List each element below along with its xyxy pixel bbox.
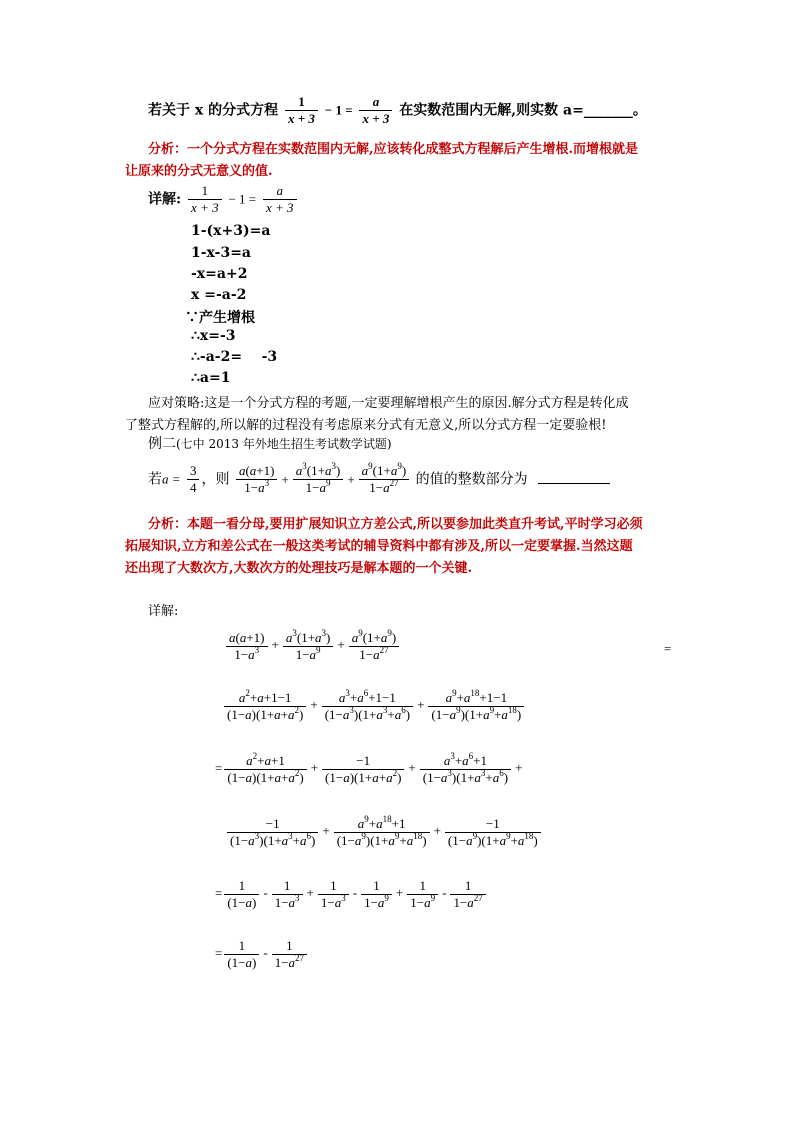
q2-a-value: $\frac{3}{4}$ — [187, 463, 200, 496]
solution-1-step: ∴-a-2= -3 — [191, 349, 278, 365]
analysis-1-line-2: 让原来的分式无意义的值. — [125, 164, 273, 179]
solution-2-label: 详解: — [148, 604, 179, 619]
solution-2-line-2: $\frac{a^2+a+1-1}{(1-a)(1+a+a^2)}$ + $\frac{a^3+a^6+1-1}{(1-a^3)(1+a^3+a^6)}$ + $\frac{a^9+a^{18}+1-1}{(1-a^9)(1+a^9+a^{18})}$ — [222, 690, 526, 723]
solution-1-step: ∵产生增根 — [185, 310, 255, 326]
q1-prefix: 若关于 x 的分式方程 — [148, 102, 279, 119]
example-2-heading — [148, 433, 392, 453]
q2-answer-blank — [538, 483, 610, 484]
solution-1-step: 1-x-3=a — [191, 245, 252, 261]
solution-1-step: -x=a+2 — [191, 266, 248, 282]
q1-suffix: 在实数范围内无解,则实数 a= — [399, 102, 584, 119]
solution-1-header — [148, 183, 299, 216]
solution-2-line-3: = $\frac{a^2+a+1}{(1-a)(1+a+a^2)}$ + $\frac{-1}{(1-a)(1+a+a^2)}$ + $\frac{a^3+a^6+1}{(1-a^3)(1+a^3+a^6)}$ + — [215, 751, 523, 785]
analysis-1-line-1: 分析：一个分式方程在实数范围内无解,应该转化成整式方程解后产生增根.而增根就是 — [148, 142, 639, 157]
q2-term-3: $\frac{a^9(1+a^9)}{1-a^{27}}$ — [359, 463, 410, 496]
solution-1-step: x =-a-2 — [191, 287, 247, 303]
sol1-eq-mid: − 1 = — [228, 191, 257, 207]
sol1-fraction-1: $\frac{1}{x + 3}$ — [188, 183, 222, 216]
solution-2-line-5: = $\frac{1}{(1-a)}$ - $\frac{1}{1-a^3}$ + $\frac{1}{1-a^3}$ - $\frac{1}{1-a^9}$ + $\frac{1}{1-a^9}$ - $\frac{1}{1-a^{27}}$ — [215, 878, 488, 911]
solution-1-step: ∴a=1 — [191, 370, 231, 386]
q1-fraction-1: $\frac{1}{x + 3}$ — [285, 94, 318, 127]
q1-eq-mid: − 1 = — [324, 102, 353, 118]
solution-1-label: 详解: — [148, 191, 182, 208]
q1-end: 。 — [632, 102, 647, 119]
solution-2-equals: = — [664, 641, 672, 656]
solution-2-line-6: = $\frac{1}{(1-a)}$ - $\frac{1}{1-a^{27}}$ — [215, 938, 309, 971]
q2-term-2: $\frac{a^3(1+a^3)}{1-a^9}$ — [293, 463, 344, 496]
q1-fraction-2: $\frac{a}{x + 3}$ — [359, 94, 392, 127]
analysis-2-line-2: 拓展知识,立方和差公式在一般这类考试的辅导资料中都有涉及,所以一定要掌握.当然这题 — [125, 539, 633, 554]
q1-blank: _______ — [583, 102, 633, 119]
solution-2-line-1: $\frac{a(a+1)}{1-a^3}$ + $\frac{a^3(1+a^3)}{1-a^9}$ + $\frac{a^9(1+a^9)}{1-a^{27}}$ — [224, 630, 401, 663]
sol1-fraction-2: $\frac{a}{x + 3}$ — [263, 183, 297, 216]
example-2-title: 例二 — [148, 436, 176, 452]
strategy-line-2: 了整式方程解的,所以解的过程没有考虑原来分式有无意义,所以分式方程一定要验根! — [125, 418, 607, 433]
analysis-2-line-3: 还出现了大数次方,大数次方的处理技巧是解本题的一个关键. — [125, 561, 473, 576]
q2-term-1: $\frac{a(a+1)}{1-a^3}$ — [236, 463, 278, 496]
strategy-line-1: 应对策略:这是一个分式方程的考题,一定要理解增根产生的原因.解分式方程是转化成 — [148, 396, 629, 411]
solution-1-step: ∴x=-3 — [191, 328, 236, 344]
example-2-source: (七中 2013 年外地生招生考试数学试题) — [176, 437, 392, 451]
solution-2-line-4: $\frac{-1}{(1-a^3)(1+a^3+a^6)}$ + $\frac{a^9+a^{18}+1}{(1-a^9)(1+a^9+a^{18})}$ + $\frac{-1}{(1-a^9)(1+a^9+a^{18})}$ — [225, 816, 543, 849]
question-1 — [148, 94, 647, 127]
example-2-question: 若a = $\frac{3}{4}$ ，则 $\frac{a(a+1)}{1-a^3}$ + $\frac{a^3(1+a^3)}{1-a^9}$ + $\frac{a^9(1+a^9)}{1-a^{27}}$ 的值的整数部分为 — [148, 463, 610, 496]
analysis-2-line-1: 分析：本题一看分母,要用扩展知识立方差公式,所以要参加此类直升考试,平时学习必须 — [148, 517, 643, 532]
q2-suffix: 的值的整数部分为 — [415, 471, 528, 488]
solution-1-step: 1-(x+3)=a — [191, 223, 271, 239]
